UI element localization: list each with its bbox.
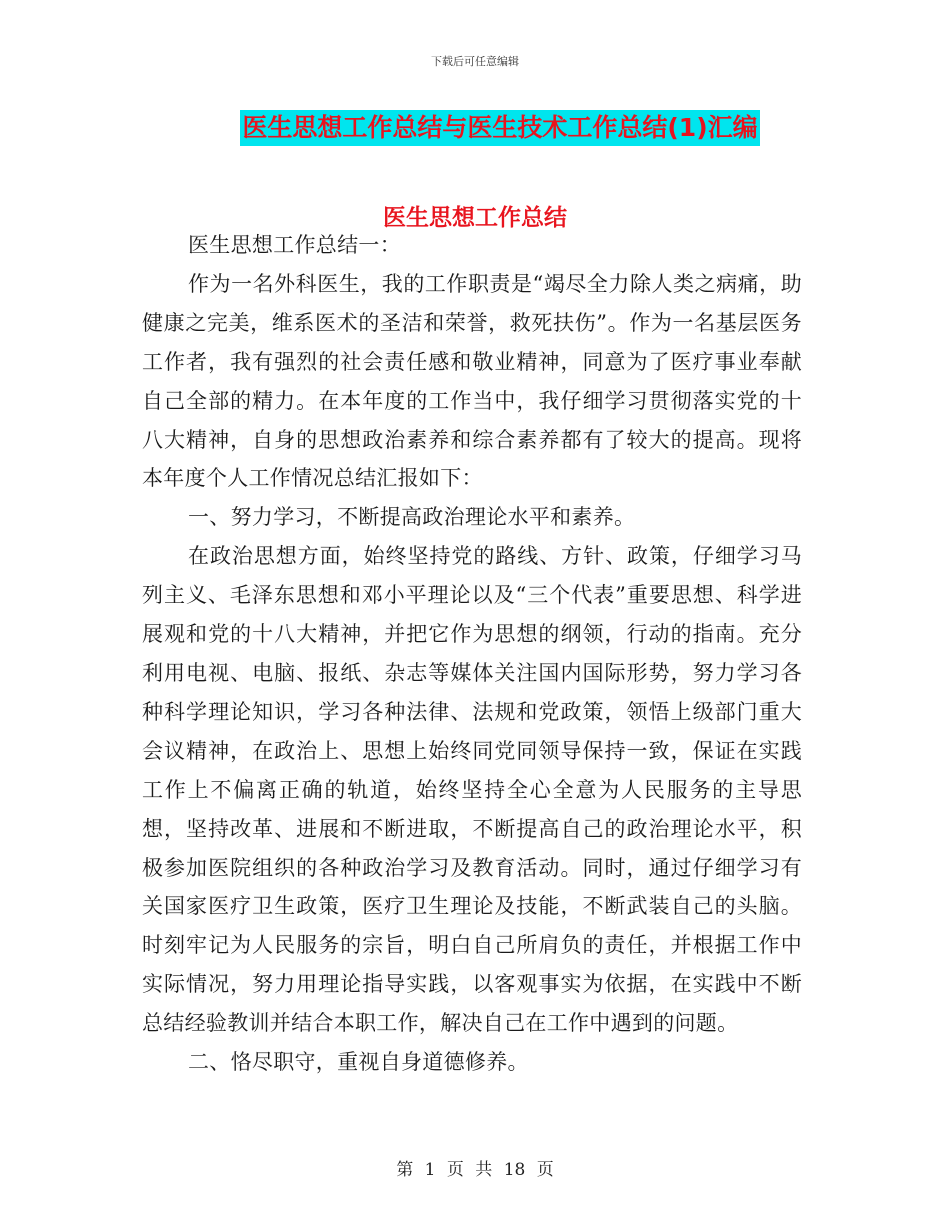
paragraph-intro: 作为一名外科医生，我的工作职责是“竭尽全力除人类之病痛，助健康之完美，维系医术的圣洁和荣誉，救死扶伤”。作为一名基层医务工作者，我有强烈的社会责任感和敬业精神，同意为了医疗事业奉献自己全部的精力。在本年度的工作当中，我仔细学习贯彻落实党的十八大精神，自身的思想政治素养和综合素养都有了较大的提高。现将本年度个人工作情况总结汇报如下： [142, 271, 802, 491]
document-title [0, 110, 950, 146]
footer-total-prefix: 共 [475, 1160, 493, 1180]
footer-total-suffix: 页 [536, 1160, 554, 1180]
paragraph-point-two-heading: 二、恪尽职守，重视自身道德修养。 [188, 1050, 529, 1075]
paragraph-political-thought: 在政治思想方面，始终坚持党的路线、方针、政策，仔细学习马列主义、毛泽东思想和邓小平理论以及“三个代表”重要思想、科学进展观和党的十八大精神，并把它作为思想的纲领，行动的指南。充分利用电视、电脑、报纸、杂志等媒体关注国内国际形势，努力学习各种科学理论知识，学习各种法律、法规和党政策，领悟上级部门重大会议精神，在政治上、思想上始终同党同领导保持一致，保证在实践工作上不偏离正确的轨道，始终坚持全心全意为人民服务的主导思想，坚持改革、进展和不断进取，不断提高自己的政治理论水平，积极参加医院组织的各种政治学习及教育活动。同时，通过仔细学习有关国家医疗卫生政策，医疗卫生理论及技能，不断武装自己的头脑。时刻牢记为人民服务的宗旨，明白自己所肩负的责任，并根据工作中实际情况，努力用理论指导实践，以客观事实为依据，在实践中不断总结经验教训并结合本职工作，解决自己在工作中遇到的问题。 [142, 544, 802, 1036]
document-title-text: 医生思想工作总结与医生技术工作总结(1)汇编 [240, 110, 759, 146]
body-text [142, 226, 802, 1082]
header-note: 下载后可任意编辑 [431, 55, 519, 68]
footer-page-prefix: 第 [396, 1160, 414, 1180]
footer-page-number: 1 [424, 1160, 436, 1180]
section-title: 医生思想工作总结 [383, 205, 567, 231]
paragraph-heading-one: 医生思想工作总结一： [188, 233, 401, 257]
footer-total-pages: 18 [503, 1160, 526, 1180]
footer-page-word: 页 [446, 1160, 464, 1180]
page-footer [0, 1155, 950, 1180]
paragraph-point-one-heading: 一、努力学习，不断提高政治理论水平和素养。 [188, 505, 636, 530]
